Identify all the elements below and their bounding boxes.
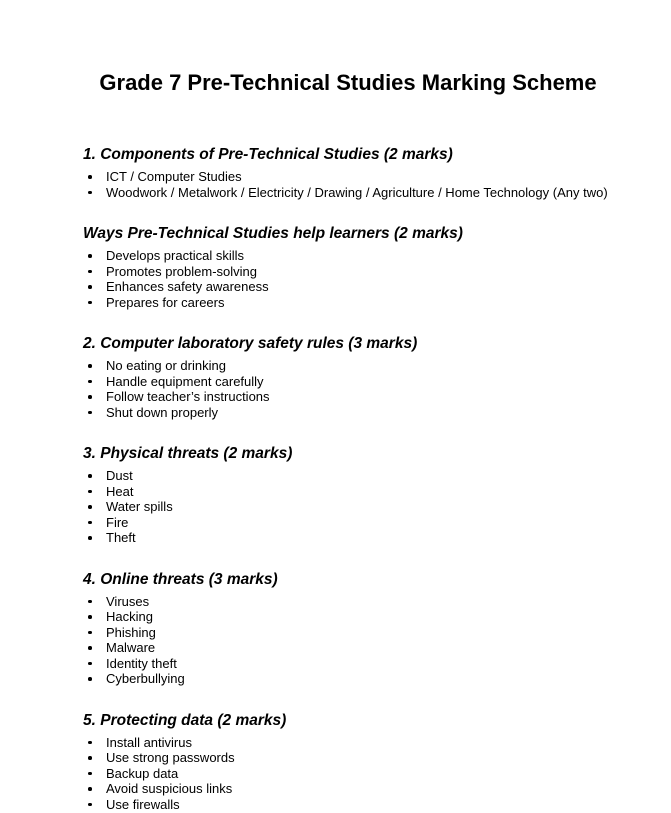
- bullet-dot-icon: [83, 389, 106, 405]
- bullet-item: [83, 735, 613, 751]
- bullet-item: [83, 797, 613, 813]
- bullet-list: [83, 248, 613, 310]
- bullet-item: [83, 279, 613, 295]
- bullet-dot-icon: [83, 499, 106, 515]
- section-heading: 2. Computer laboratory safety rules (3 marks): [83, 335, 418, 352]
- bullet-item: [83, 625, 613, 641]
- bullet-item: [83, 264, 613, 280]
- bullet-dot-icon: [83, 656, 106, 672]
- sections-container: [83, 145, 613, 812]
- bullet-text: ICT / Computer Studies: [106, 169, 242, 184]
- bullet-dot-icon: [83, 405, 106, 421]
- bullet-text: Water spills: [106, 499, 173, 514]
- bullet-dot-icon: [83, 671, 106, 687]
- bullet-item: [83, 766, 613, 782]
- bullet-text: Install antivirus: [106, 734, 192, 750]
- bullet-text: Promotes problem-solving: [106, 263, 258, 279]
- bullet-item: [83, 609, 613, 625]
- bullet-text: Fire: [106, 514, 129, 530]
- bullet-text: No eating or drinking: [106, 358, 226, 373]
- bullet-item: [83, 295, 613, 311]
- bullet-text: Backup data: [106, 765, 179, 781]
- bullet-dot-icon: [83, 797, 106, 813]
- bullet-text: Viruses: [106, 593, 150, 609]
- bullet-text: Follow teacher’s instructions: [106, 389, 270, 404]
- bullet-text: Malware: [106, 640, 156, 655]
- bullet-text: Use firewalls: [106, 796, 180, 812]
- bullet-text: Enhances safety awareness: [106, 279, 269, 294]
- bullet-text: Prepares for careers: [106, 294, 225, 310]
- bullet-list: [83, 468, 613, 546]
- bullet-text: Woodwork / Metalwork / Electricity / Drawing / Agriculture / Home Technology (Any two): [106, 184, 608, 200]
- bullet-item: [83, 750, 613, 766]
- bullet-item: [83, 594, 613, 610]
- bullet-dot-icon: [83, 169, 106, 185]
- bullet-dot-icon: [83, 484, 106, 500]
- bullet-item: [83, 169, 613, 185]
- bullet-text: Hacking: [106, 609, 153, 624]
- section-heading: Ways Pre-Technical Studies help learners (2 marks): [83, 225, 463, 242]
- bullet-item: [83, 405, 613, 421]
- bullet-item: [83, 374, 613, 390]
- document-title: Grade 7 Pre-Technical Studies Marking Scheme: [99, 70, 597, 95]
- bullet-text: Phishing: [106, 624, 156, 640]
- bullet-text: Theft: [106, 530, 136, 545]
- bullet-list: [83, 358, 613, 420]
- bullet-text: Dust: [106, 468, 133, 483]
- bullet-list: [83, 169, 613, 200]
- section: [83, 711, 613, 813]
- bullet-text: Identity theft: [106, 655, 177, 671]
- bullet-dot-icon: [83, 625, 106, 641]
- bullet-dot-icon: [83, 594, 106, 610]
- bullet-dot-icon: [83, 735, 106, 751]
- bullet-text: Use strong passwords: [106, 750, 235, 765]
- section-heading: 4. Online threats (3 marks): [83, 570, 278, 588]
- bullet-list: [83, 735, 613, 813]
- bullet-item: [83, 656, 613, 672]
- bullet-dot-icon: [83, 515, 106, 531]
- bullet-text: Develops practical skills: [106, 248, 244, 263]
- bullet-dot-icon: [83, 358, 106, 374]
- bullet-text: Heat: [106, 483, 134, 499]
- bullet-item: [83, 484, 613, 500]
- bullet-dot-icon: [83, 185, 106, 201]
- bullet-item: [83, 248, 613, 264]
- bullet-text: Shut down properly: [106, 404, 219, 420]
- bullet-item: [83, 781, 613, 797]
- bullet-item: [83, 530, 613, 546]
- section: [83, 224, 613, 310]
- bullet-item: [83, 515, 613, 531]
- bullet-item: [83, 671, 613, 687]
- bullet-item: [83, 185, 613, 201]
- bullet-text: Avoid suspicious links: [106, 781, 233, 796]
- bullet-dot-icon: [83, 264, 106, 280]
- bullet-text: Handle equipment carefully: [106, 373, 264, 389]
- section: [83, 570, 613, 687]
- bullet-item: [83, 358, 613, 374]
- bullet-text: Cyberbullying: [106, 671, 185, 686]
- section-heading: 3. Physical threats (2 marks): [83, 445, 293, 462]
- bullet-dot-icon: [83, 295, 106, 311]
- section: [83, 444, 613, 546]
- bullet-dot-icon: [83, 374, 106, 390]
- bullet-dot-icon: [83, 640, 106, 656]
- section-heading: 1. Components of Pre-Technical Studies (2 marks): [83, 146, 453, 163]
- bullet-dot-icon: [83, 248, 106, 264]
- bullet-item: [83, 499, 613, 515]
- bullet-list: [83, 594, 613, 687]
- bullet-dot-icon: [83, 530, 106, 546]
- section: [83, 334, 613, 420]
- bullet-item: [83, 468, 613, 484]
- section-heading: 5. Protecting data (2 marks): [83, 711, 287, 729]
- bullet-dot-icon: [83, 609, 106, 625]
- bullet-dot-icon: [83, 766, 106, 782]
- bullet-dot-icon: [83, 750, 106, 766]
- bullet-dot-icon: [83, 279, 106, 295]
- bullet-item: [83, 640, 613, 656]
- section: [83, 145, 613, 200]
- bullet-dot-icon: [83, 468, 106, 484]
- bullet-item: [83, 389, 613, 405]
- bullet-dot-icon: [83, 781, 106, 797]
